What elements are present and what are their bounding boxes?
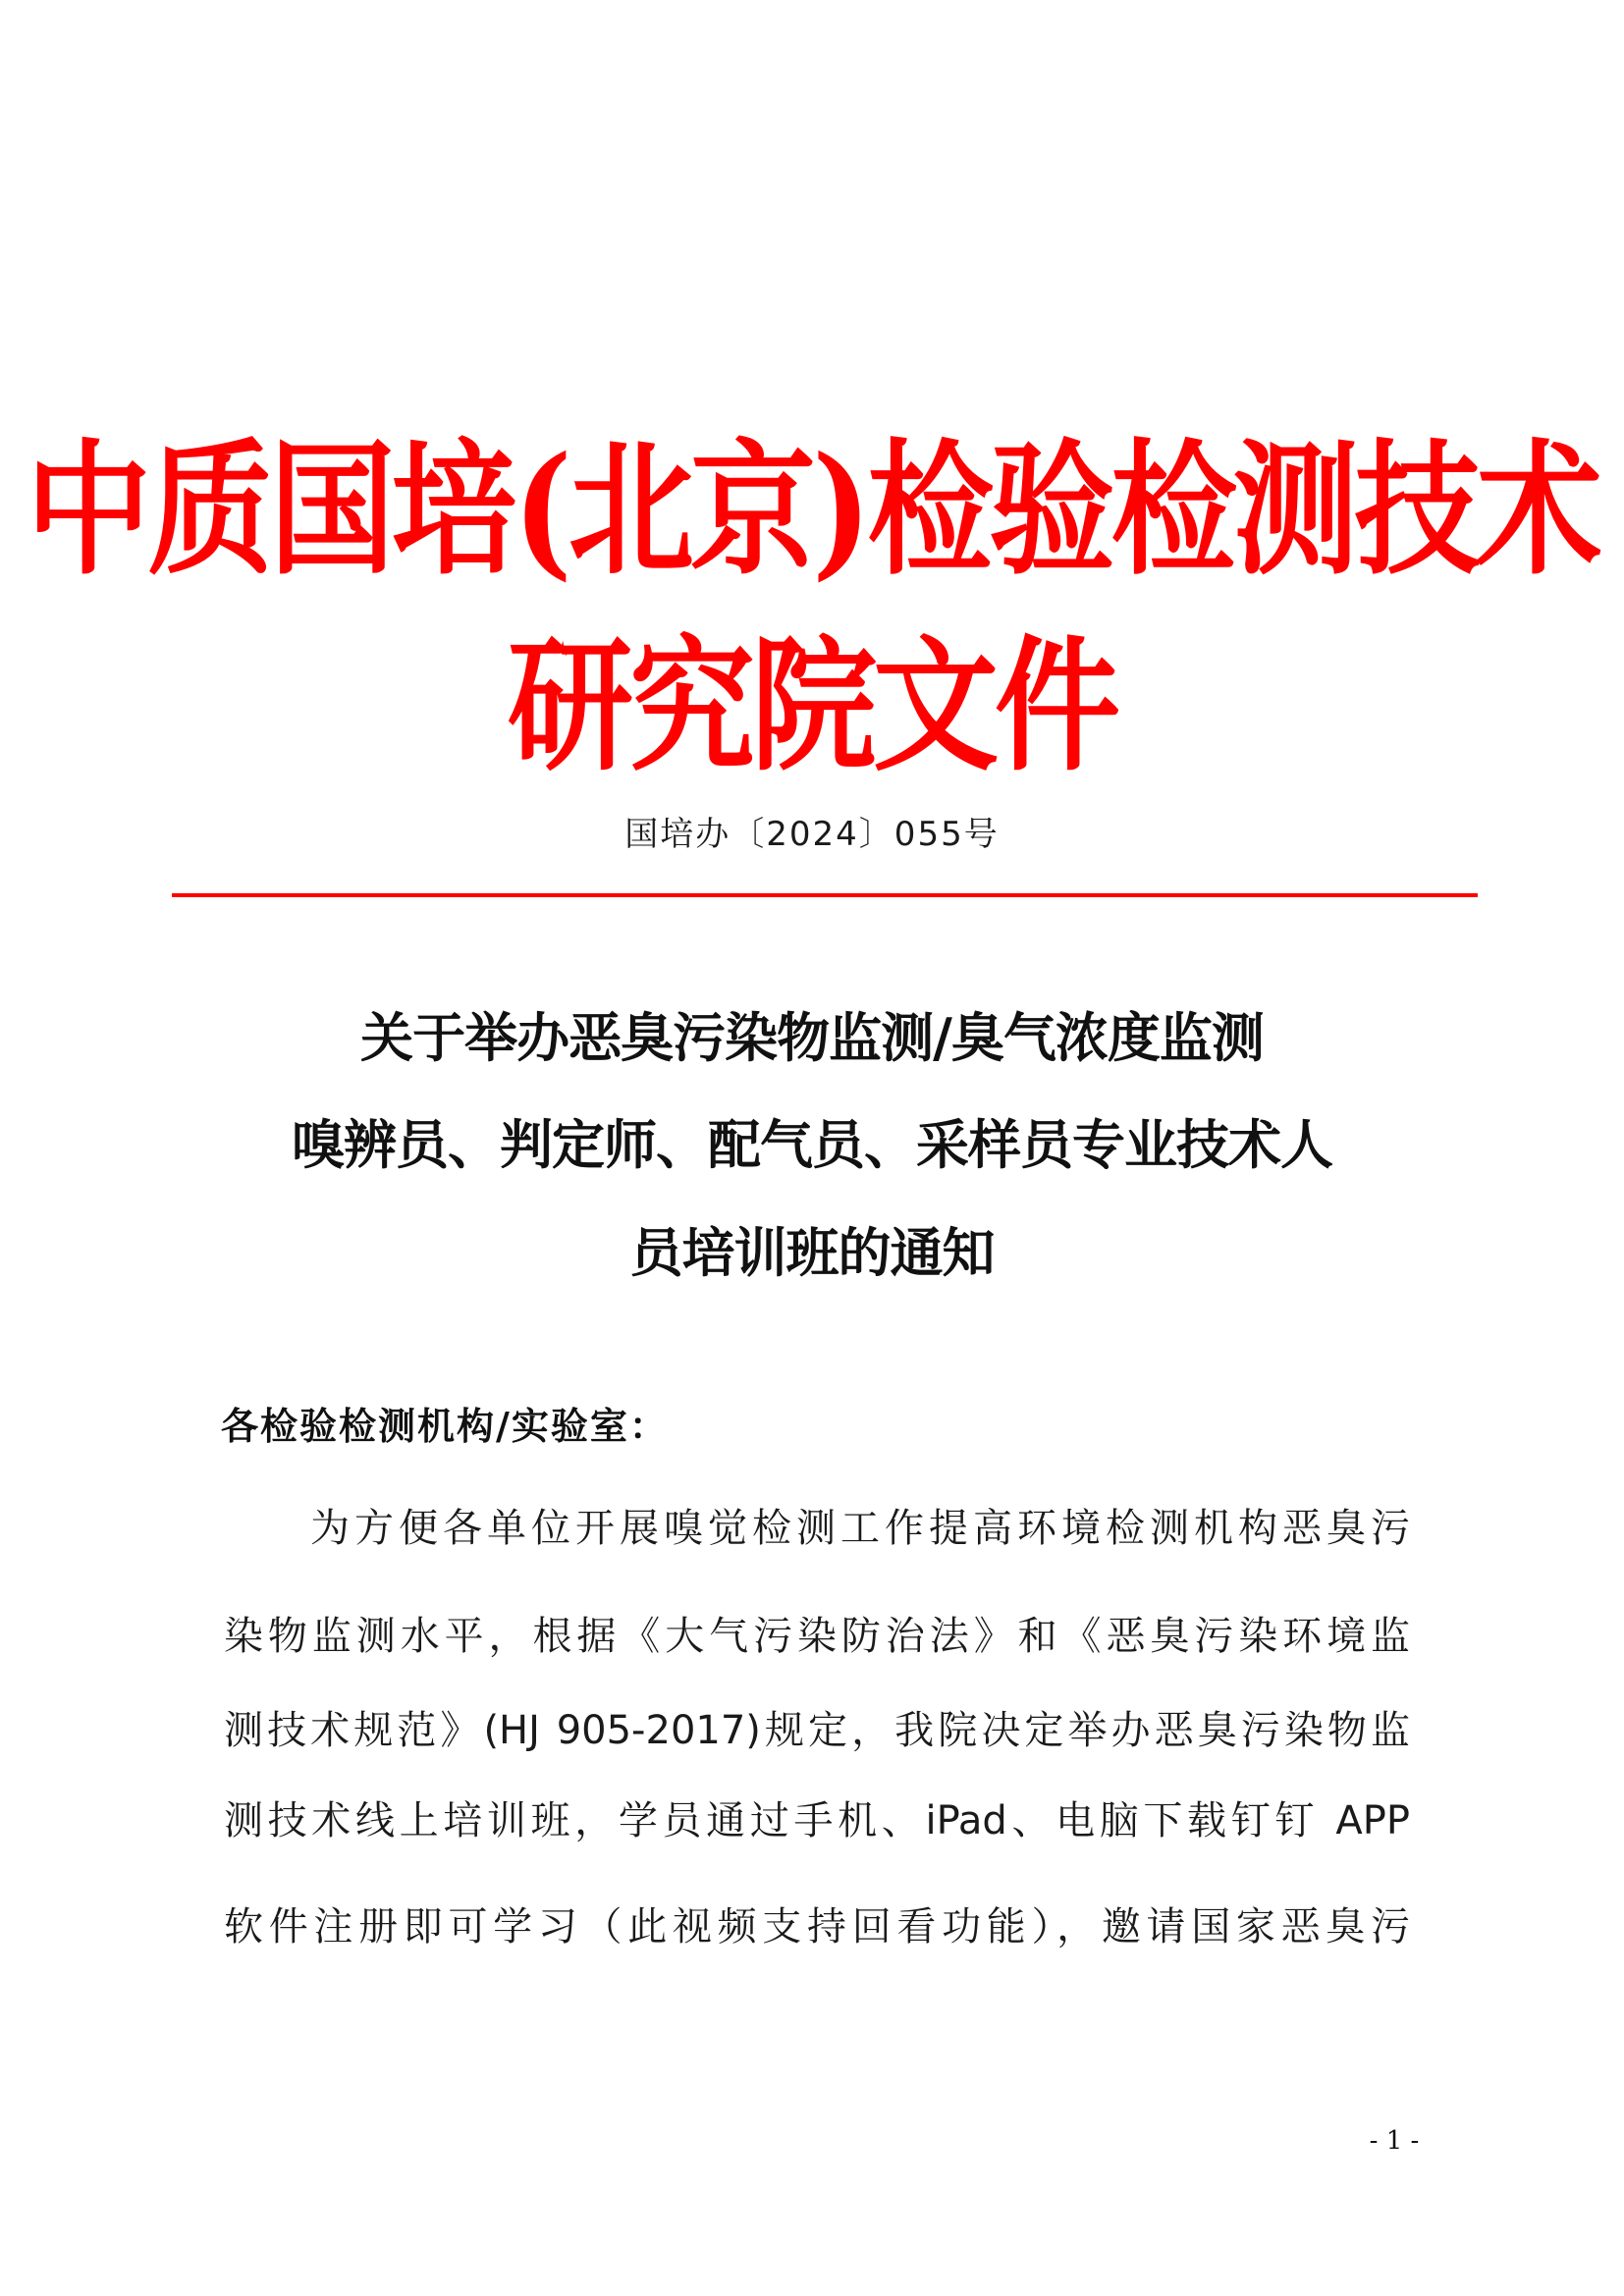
subject-title-line-2: 嗅辨员、判定师、配气员、采样员专业技术人: [292, 1113, 1332, 1176]
masthead-title-line-2: 研究院文件: [507, 621, 1116, 792]
masthead-title-line-1: 中质国培(北京)检验检测技术: [26, 425, 1598, 596]
subject-title-line-3: 员培训班的通知: [629, 1221, 995, 1284]
subject-title-line-1: 关于举办恶臭污染物监测/臭气浓度监测: [360, 1006, 1264, 1069]
body-paragraph-line: 测技术规范》(HJ 905-2017)规定，我院决定举办恶臭污染物监: [224, 1708, 1410, 1753]
body-paragraph-line: 软件注册即可学习（此视频支持回看功能），邀请国家恶臭污: [224, 1904, 1410, 1949]
page-number: - 1 -: [1369, 2126, 1420, 2156]
salutation: 各检验检测机构/实验室：: [221, 1405, 669, 1448]
document-number: 国培办〔2024〕055号: [624, 815, 1000, 854]
body-paragraph-line: 为方便各单位开展嗅觉检测工作提高环境检测机构恶臭污: [310, 1506, 1410, 1551]
body-paragraph-line: 染物监测水平，根据《大气污染防治法》和《恶臭污染环境监: [224, 1614, 1410, 1659]
red-divider-rule: [172, 893, 1478, 897]
body-paragraph-line: 测技术线上培训班，学员通过手机、iPad、电脑下载钉钉 APP: [224, 1798, 1410, 1843]
